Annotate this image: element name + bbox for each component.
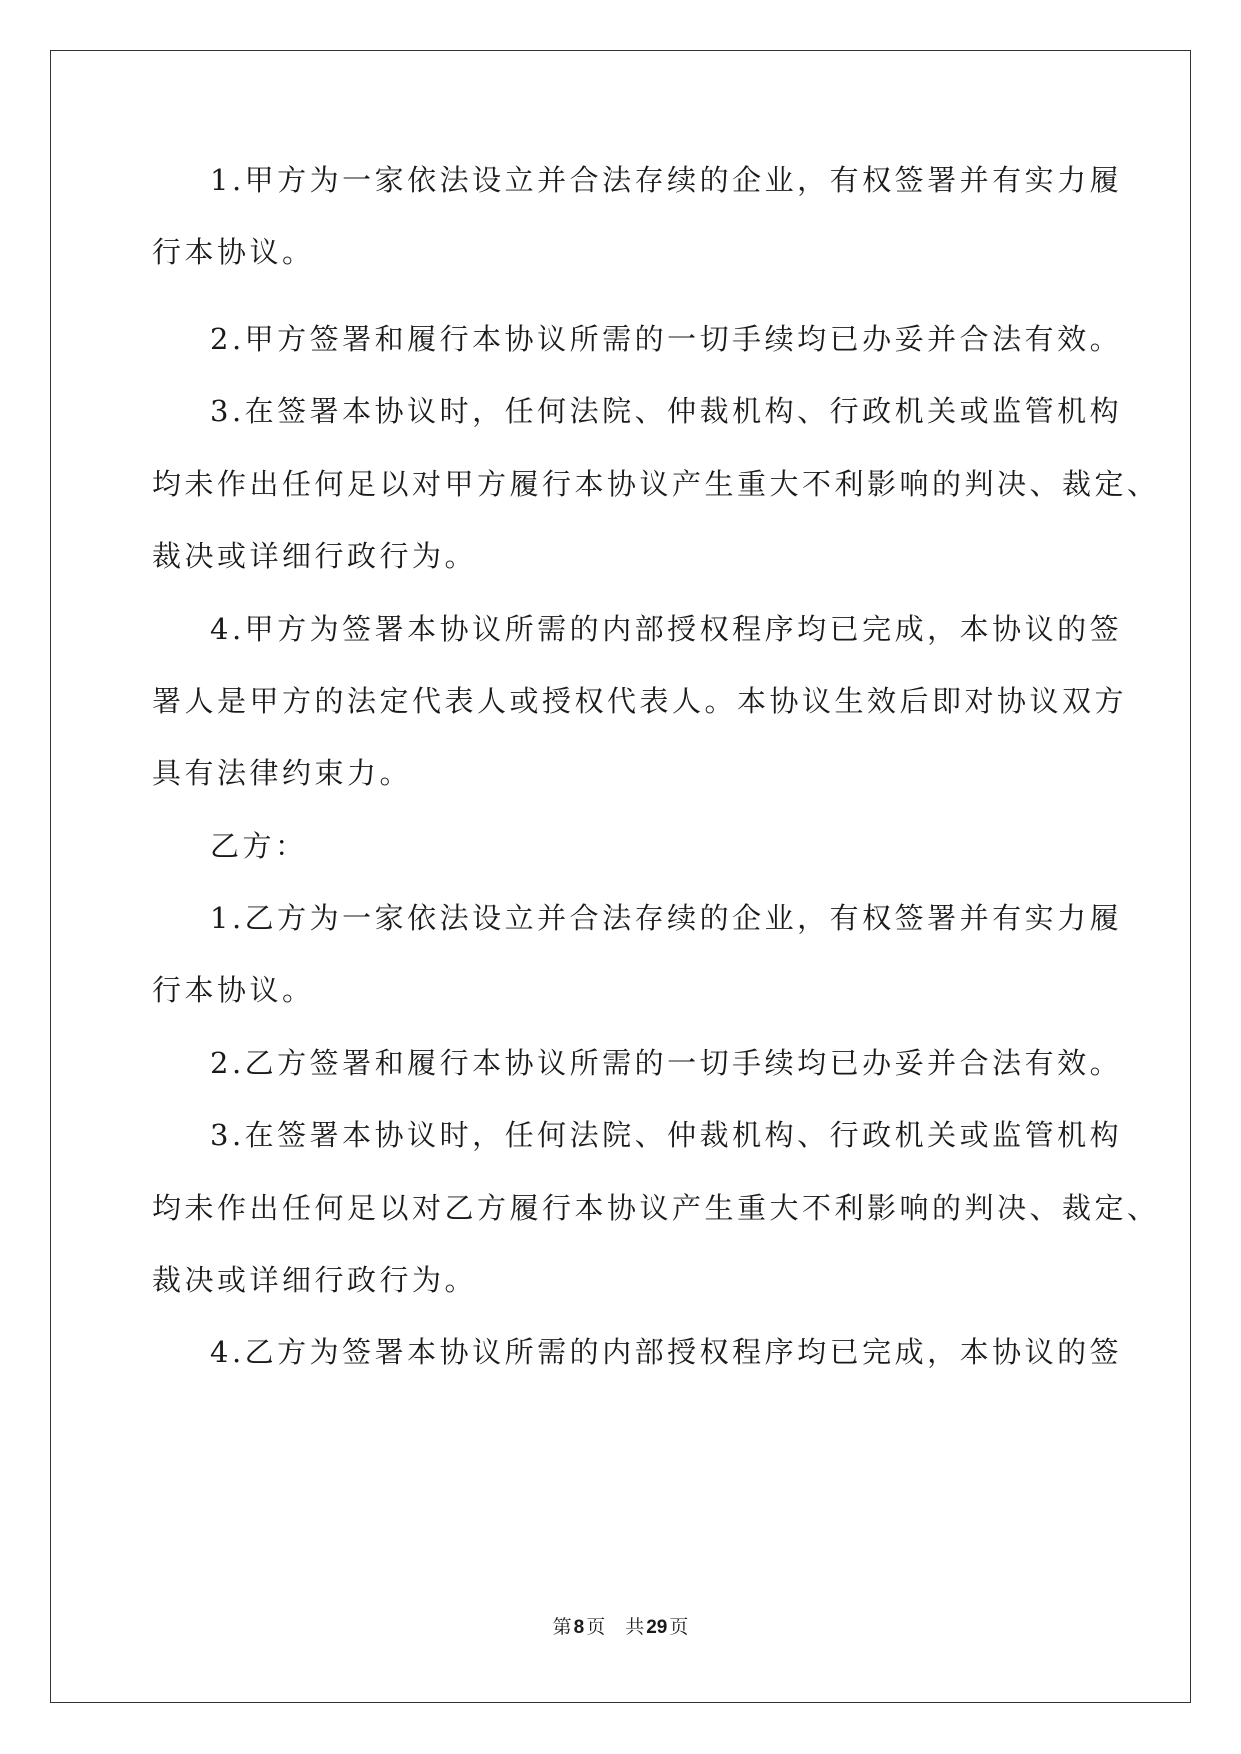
text-line: 裁决或详细行政行为。 [152,1263,478,1297]
text-line: 行本协议。 [152,235,315,269]
page-footer [0,1613,1241,1642]
text-line: 2.乙方签署和履行本协议所需的一切手续均已办妥并合法有效。 [210,1046,1123,1080]
text-line: 1.乙方为一家依法设立并合法存续的企业，有权签署并有实力履 [210,901,1123,935]
text-line: 具有法律约束力。 [152,756,413,790]
page-total: 29 [646,1617,668,1638]
text-line: 2.甲方签署和履行本协议所需的一切手续均已办妥并合法有效。 [210,322,1123,356]
text-line: 4.乙方为签署本协议所需的内部授权程序均已完成，本协议的签 [210,1335,1123,1369]
text-line: 3.在签署本协议时，任何法院、仲裁机构、行政机关或监管机构 [210,1118,1123,1152]
text-line: 均未作出任何足以对甲方履行本协议产生重大不利影响的判决、裁定、 [152,467,1160,501]
page-prefix: 第 [552,1616,572,1638]
text-line: 署人是甲方的法定代表人或授权代表人。本协议生效后即对协议双方 [152,684,1128,718]
text-line: 裁决或详细行政行为。 [152,539,478,573]
total-prefix: 共 [625,1616,645,1638]
text-line: 均未作出任何足以对乙方履行本协议产生重大不利影响的判决、裁定、 [152,1191,1160,1225]
page-current: 8 [573,1617,585,1638]
section-heading: 乙方： [210,829,308,863]
total-suffix: 页 [669,1616,689,1638]
text-line: 1.甲方为一家依法设立并合法存续的企业，有权签署并有实力履 [210,163,1123,197]
page-border [50,50,1191,1703]
text-line: 4.甲方为签署本协议所需的内部授权程序均已完成，本协议的签 [210,612,1123,646]
text-line: 3.在签署本协议时，任何法院、仲裁机构、行政机关或监管机构 [210,394,1123,428]
page-suffix: 页 [586,1616,606,1638]
text-line: 行本协议。 [152,973,315,1007]
